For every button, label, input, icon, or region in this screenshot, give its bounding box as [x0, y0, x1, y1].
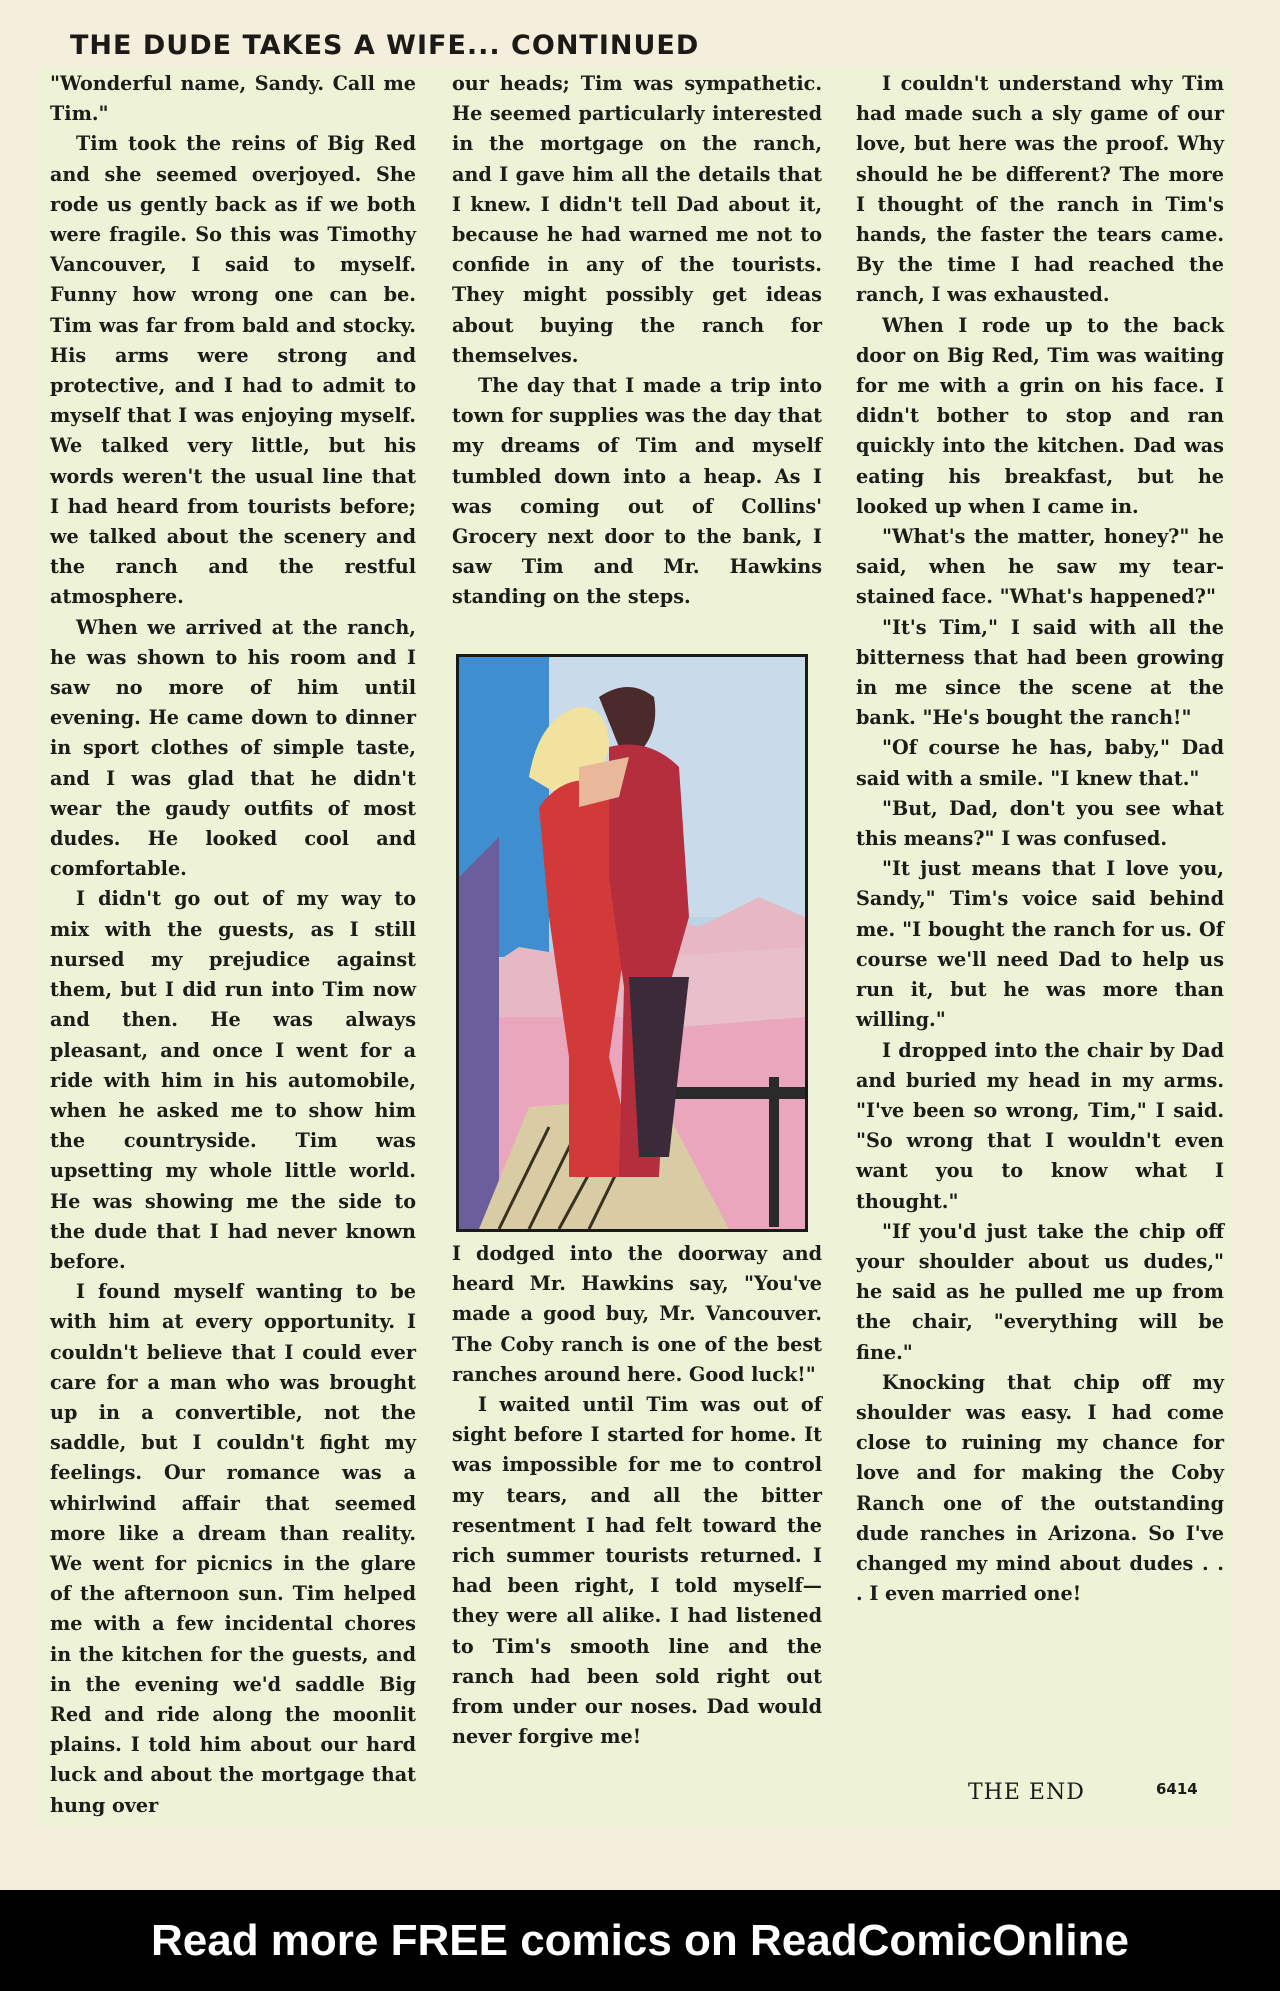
paragraph: I dropped into the chair by Dad and buried my head in my arms. "I've been so wrong, Tim," I said. "So wrong that I wouldn't even want you to know what I thought."	[856, 1038, 1224, 1213]
paragraph: I couldn't understand why Tim had made such a sly game of our love, but here was the proof. Why should he be different? The more I thought of the ranch in Tim's hands, the faster the tears came. By the time I had reached the ranch, I was exhausted.	[856, 72, 1224, 307]
paragraph: I didn't go out of my way to mix with the guests, as I still nursed my prejudice against them, but I did run into Tim now and then. He was always pleasant, and once I went for a ride with him in his automobile, when he asked me to show him the countryside. Tim was upsetting my whole little world. He was showing me the side to the dude that I had never known before.	[50, 887, 416, 1273]
promo-banner[interactable]	[0, 1890, 1280, 1991]
paragraph: When I rode up to the back door on Big Red, Tim was waiting for me with a grin on his face. I didn't bother to stop and ran quickly into the kitchen. Dad was eating his breakfast, but he looked up when I came in.	[856, 313, 1224, 518]
paragraph: "Of course he has, baby," Dad said with a smile. "I knew that."	[856, 736, 1224, 790]
promo-banner-text[interactable]: Read more FREE comics on ReadComicOnline	[150, 1915, 1129, 1965]
paragraph: "It's Tim," I said with all the bitterness that had been growing in me since the scene at the bank. "He's bought the ranch!"	[856, 615, 1224, 730]
paragraph: "Wonderful name, Sandy. Call me Tim."	[50, 72, 416, 126]
paragraph: Knocking that chip off my shoulder was easy. I had come close to ruining my chance for love and for making the Coby Ranch one of the outstanding dude ranches in Arizona. So I've changed my mind about dudes . . . I even married one!	[856, 1370, 1224, 1606]
paragraph: "It just means that I love you, Sandy," Tim's voice said behind me. "I bought the ranch for us. Of course we'll need Dad to help us run it, but he was more than willing."	[856, 857, 1224, 1032]
paragraph: I waited until Tim was out of sight before I started for home. It was impossible for me to control my tears, and all the bitter resentment I had felt toward the rich summer tourists returned. I had been right, I told myself—they were all alike. I had listened to Tim's smooth line and the ranch had been sold right out from under our noses. Dad would never forgive me!	[452, 1393, 822, 1749]
illustration-panel-couple-kissing	[456, 654, 808, 1232]
paragraph: "What's the matter, honey?" he said, when he saw my tear-stained face. "What's happened?"	[856, 525, 1224, 609]
story-title-header: THE DUDE TAKES A WIFE... CONTINUED	[70, 30, 700, 61]
paragraph: The day that I made a trip into town for supplies was the day that my dreams of Tim and myself tumbled down into a heap. As I was coming out of Collins' Grocery next door to the bank, I saw Tim and Mr. Hawkins standing on the steps.	[452, 374, 822, 609]
paragraph: "But, Dad, don't you see what this means?" I was confused.	[856, 796, 1224, 851]
paragraph: I dodged into the doorway and heard Mr. Hawkins say, "You've made a good buy, Mr. Vancouver. The Coby ranch is one of the best ranches around here. Good luck!"	[452, 1242, 822, 1386]
text-column-middle-top	[452, 69, 822, 613]
text-column-left	[50, 69, 416, 1821]
kissing-couple-illustration	[459, 657, 805, 1229]
paragraph: When we arrived at the ranch, he was shown to his room and I saw no more of him until evening. He came down to dinner in sport clothes of simple taste, and I was glad that he didn't wear the gaudy outfits of most dudes. He looked cool and comfortable.	[50, 615, 416, 881]
paragraph: I found myself wanting to be with him at every opportunity. I couldn't believe that I could ever care for a man who was brought up in a convertible, not the saddle, but I couldn't fight my feelings. Our romance was a whirlwind affair that seemed more like a dream than reality. We went for picnics in the glare of the afternoon sun. Tim helped me with a few incidental chores in the kitchen for the guests, and in the evening we'd saddle Big Red and ride along the moonlit plains. I told him about our hard luck and about the mortgage that hung over	[50, 1280, 416, 1817]
paragraph: Tim took the reins of Big Red and she seemed overjoyed. She rode us gently back as if we both were fragile. So this was Timothy Vancouver, I said to myself. Funny how wrong one can be. Tim was far from bald and stocky. His arms were strong and protective, and I had to admit to myself that I was enjoying myself. We talked very little, but his words weren't the usual line that I had heard from tourists before; we talked about the scenery and the ranch and the restful atmosphere.	[50, 132, 416, 609]
page-code: 6414	[1156, 1780, 1198, 1798]
paragraph: "If you'd just take the chip off your shoulder about us dudes," he said as he pulled me up from the chair, "everything will be fine."	[856, 1219, 1224, 1364]
text-column-right	[856, 69, 1224, 1609]
the-end-label: THE END	[968, 1780, 1085, 1805]
paragraph: our heads; Tim was sympathetic. He seemed particularly interested in the mortgage on the ranch, and I gave him all the details that I knew. I didn't tell Dad about it, because he had warned me not to confide in any of the tourists. They might possibly get ideas about buying the ranch for themselves.	[452, 72, 822, 367]
text-column-middle-bottom	[452, 1239, 822, 1752]
